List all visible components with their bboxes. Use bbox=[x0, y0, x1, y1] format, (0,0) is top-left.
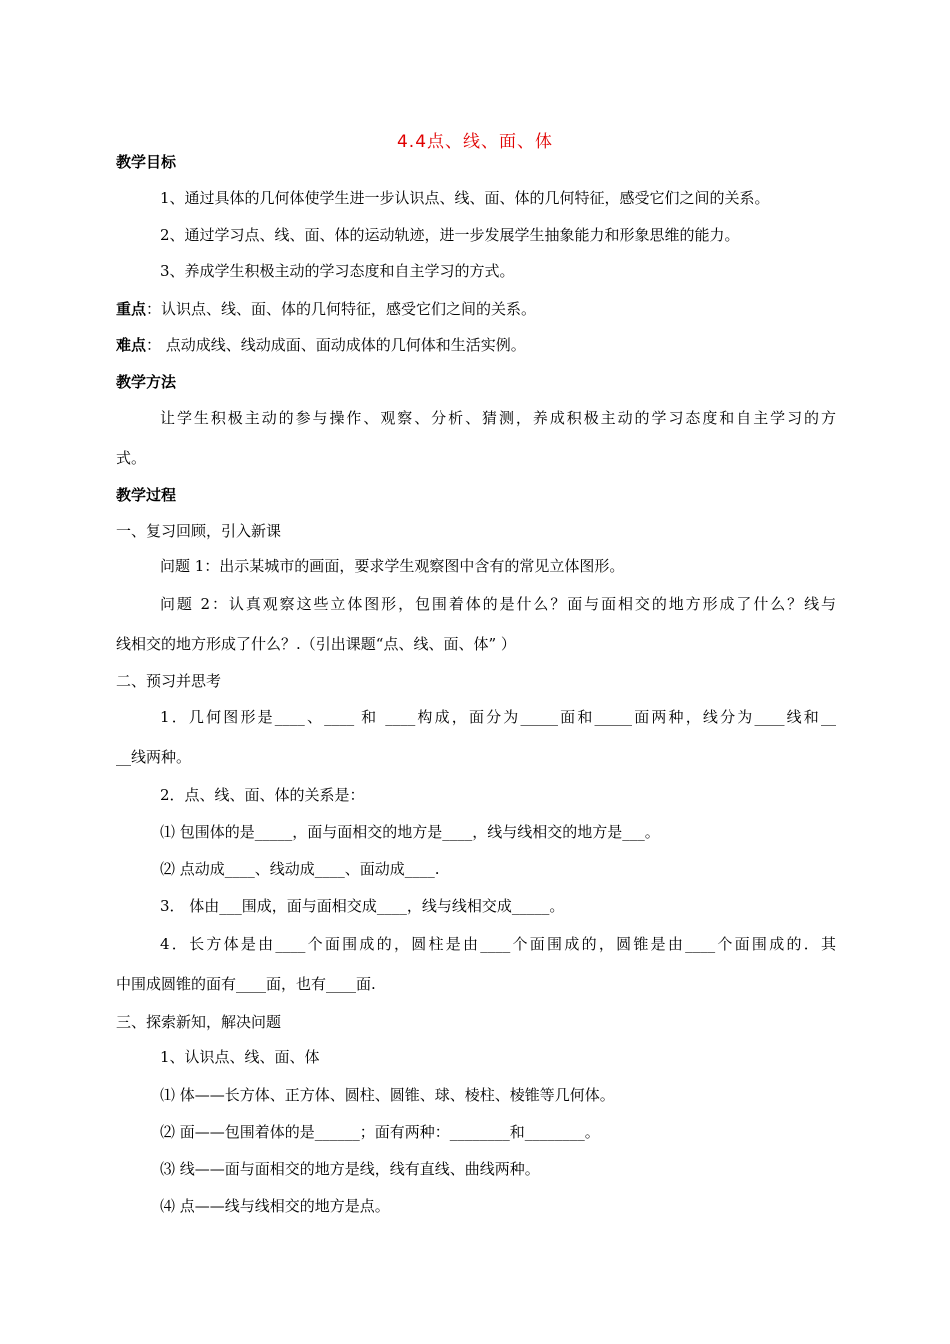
section-3-item-1a: ⑴ 体——长方体、正方体、圆柱、圆锥、球、棱柱、棱锥等几何体。 bbox=[160, 1086, 615, 1104]
section-3-item-1c: ⑶ 线——面与面相交的地方是线，线有直线、曲线两种。 bbox=[160, 1160, 540, 1178]
section-2-item-2: 2．点、线、面、体的关系是： bbox=[160, 786, 365, 804]
objective-item-2: 2、通过学习点、线、面、体的运动轨迹，进一步发展学生抽象能力和形象思维的能力。 bbox=[160, 226, 740, 244]
section-1-question-2-line-1: 问题 2：认真观察这些立体图形，包围着体的是什么？面与面相交的地方形成了什么？线与 bbox=[160, 595, 836, 613]
section-2-title: 二、预习并思考 bbox=[116, 672, 222, 690]
key-point-label: 重点 bbox=[116, 300, 147, 318]
objective-item-1: 1、通过具体的几何体使学生进一步认识点、线、面、体的几何特征，感受它们之间的关系。 bbox=[160, 189, 770, 207]
section-2-item-2b: ⑵ 点动成____、线动成____、面动成____. bbox=[160, 860, 440, 878]
section-3-item-1b: ⑵ 面——包围着体的是______；面有两种：________和________。 bbox=[160, 1123, 600, 1141]
key-point bbox=[116, 299, 836, 319]
objectives-heading: 教学目标 bbox=[116, 153, 177, 171]
section-1-question-1: 问题 1：出示某城市的画面，要求学生观察图中含有的常见立体图形。 bbox=[160, 557, 625, 575]
difficulty-text: ： 点动成线、线动成面、面动成体的几何体和生活实例。 bbox=[146, 336, 526, 354]
section-2-item-4-line-2: 中围成圆锥的面有____面，也有____面. bbox=[116, 975, 376, 993]
section-1-question-2-line-2: 线相交的地方形成了什么？.（引出课题“点、线、面、体” ） bbox=[116, 635, 516, 653]
section-3-item-1d: ⑷ 点——线与线相交的地方是点。 bbox=[160, 1197, 390, 1215]
process-heading: 教学过程 bbox=[116, 486, 177, 504]
document-title: 4.4点、线、面、体 bbox=[396, 132, 554, 152]
difficulty-label: 难点 bbox=[116, 336, 147, 354]
section-1-title: 一、复习回顾，引入新课 bbox=[116, 522, 282, 540]
section-2-item-3: 3． 体由___围成，面与面相交成____，线与线相交成_____。 bbox=[160, 897, 565, 915]
section-2-item-1-line-2: __线两种。 bbox=[116, 748, 192, 766]
section-3-item-1: 1、认识点、线、面、体 bbox=[160, 1048, 320, 1066]
method-text-line-2: 式。 bbox=[116, 449, 147, 467]
section-2-item-4-line-1: 4．长方体是由____个面围成的，圆柱是由____个面围成的，圆锥是由____个面围成的．其 bbox=[160, 935, 836, 953]
section-2-item-1-line-1: 1．几何图形是____、____ 和 ____构成，面分为_____面和_____面两种，线分为____线和__ bbox=[160, 708, 836, 726]
objective-item-3: 3、养成学生积极主动的学习态度和自主学习的方式。 bbox=[160, 262, 515, 280]
method-text-line-1: 让学生积极主动的参与操作、观察、分析、猜测，养成积极主动的学习态度和自主学习的方 bbox=[160, 409, 836, 427]
difficulty bbox=[116, 335, 836, 355]
method-heading: 教学方法 bbox=[116, 373, 177, 391]
section-2-item-2a: ⑴ 包围体的是_____，面与面相交的地方是____，线与线相交的地方是___。 bbox=[160, 823, 660, 841]
section-3-title: 三、探索新知，解决问题 bbox=[116, 1013, 282, 1031]
key-point-text: ：认识点、线、面、体的几何特征，感受它们之间的关系。 bbox=[146, 300, 537, 318]
